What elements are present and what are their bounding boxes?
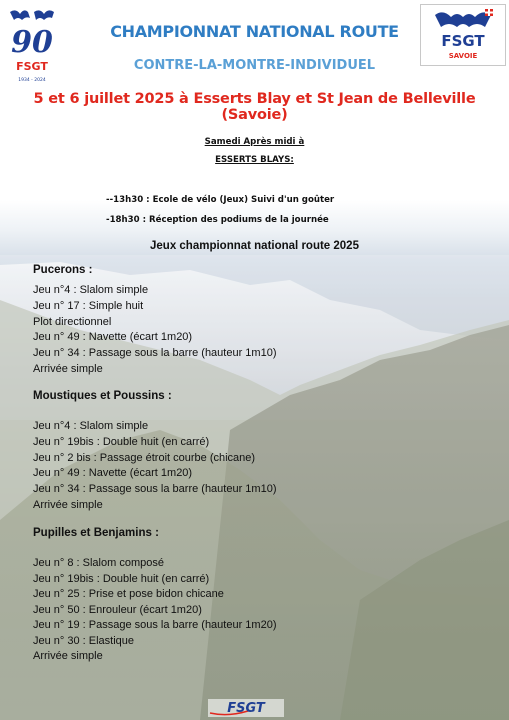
game-item: Jeu n°4 : Slalom simple xyxy=(33,284,149,296)
logo-brand: FSGT xyxy=(16,60,48,73)
fsgt-footer-logo xyxy=(208,699,284,717)
game-item: Jeu n° 49 : Navette (écart 1m20) xyxy=(33,331,193,343)
schedule-item: --13h30 : Ecole de vélo (Jeux) Suivi d'un goûter xyxy=(106,195,335,205)
game-item: Jeu n° 30 : Elastique xyxy=(33,635,135,647)
game-item: Jeu n° 2 bis : Passage étroit courbe (chicane) xyxy=(33,452,256,464)
game-item: Jeu n° 34 : Passage sous la barre (hauteur 1m10) xyxy=(33,347,277,359)
category-title: Pucerons : xyxy=(33,264,93,276)
game-item: Jeu n° 19 : Passage sous la barre (hauteur 1m20) xyxy=(33,619,277,631)
logo-number: 90 xyxy=(11,25,53,60)
category-title: Pupilles et Benjamins : xyxy=(33,527,159,539)
game-item: Jeu n° 19bis : Double huit (en carré) xyxy=(33,573,210,585)
game-item: Plot directionnel xyxy=(33,316,112,328)
page-title: CHAMPIONNAT NATIONAL ROUTE xyxy=(110,22,399,41)
games-title: Jeux championnat national route 2025 xyxy=(150,240,359,252)
game-item: Jeu n° 50 : Enrouleur (écart 1m20) xyxy=(33,604,202,616)
event-dates: 5 et 6 juillet 2025 à Esserts Blay et St Jean de Belleville (Savoie) xyxy=(33,91,476,123)
schedule-item: -18h30 : Réception des podiums de la journée xyxy=(106,215,329,225)
game-item: Arrivée simple xyxy=(33,499,103,511)
game-item: Jeu n° 25 : Prise et pose bidon chicane xyxy=(33,588,224,600)
game-item: Arrivée simple xyxy=(33,363,103,375)
savoie-logo-brand: FSGT xyxy=(441,32,485,50)
game-item: Jeu n° 8 : Slalom composé xyxy=(33,557,164,569)
game-item: Jeu n°4 : Slalom simple xyxy=(33,420,149,432)
schedule-day: Samedi Après midi à xyxy=(204,137,305,147)
savoie-logo-region: SAVOIE xyxy=(448,52,478,60)
footer-logo-text: FSGT xyxy=(227,701,265,716)
game-item: Jeu n° 17 : Simple huit xyxy=(33,300,144,312)
game-item: Jeu n° 34 : Passage sous la barre (hauteur 1m10) xyxy=(33,483,277,495)
category-title: Moustiques et Poussins : xyxy=(33,390,172,402)
game-item: Jeu n° 19bis : Double huit (en carré) xyxy=(33,436,210,448)
schedule-place: ESSERTS BLAYS: xyxy=(215,155,294,165)
game-item: Jeu n° 49 : Navette (écart 1m20) xyxy=(33,467,193,479)
game-item: Arrivée simple xyxy=(33,650,103,662)
logo-years: 1934 - 2024 xyxy=(18,78,46,83)
page-subtitle: CONTRE-LA-MONTRE-INDIVIDUEL xyxy=(133,58,376,73)
fsgt-90-years-logo xyxy=(6,6,58,88)
